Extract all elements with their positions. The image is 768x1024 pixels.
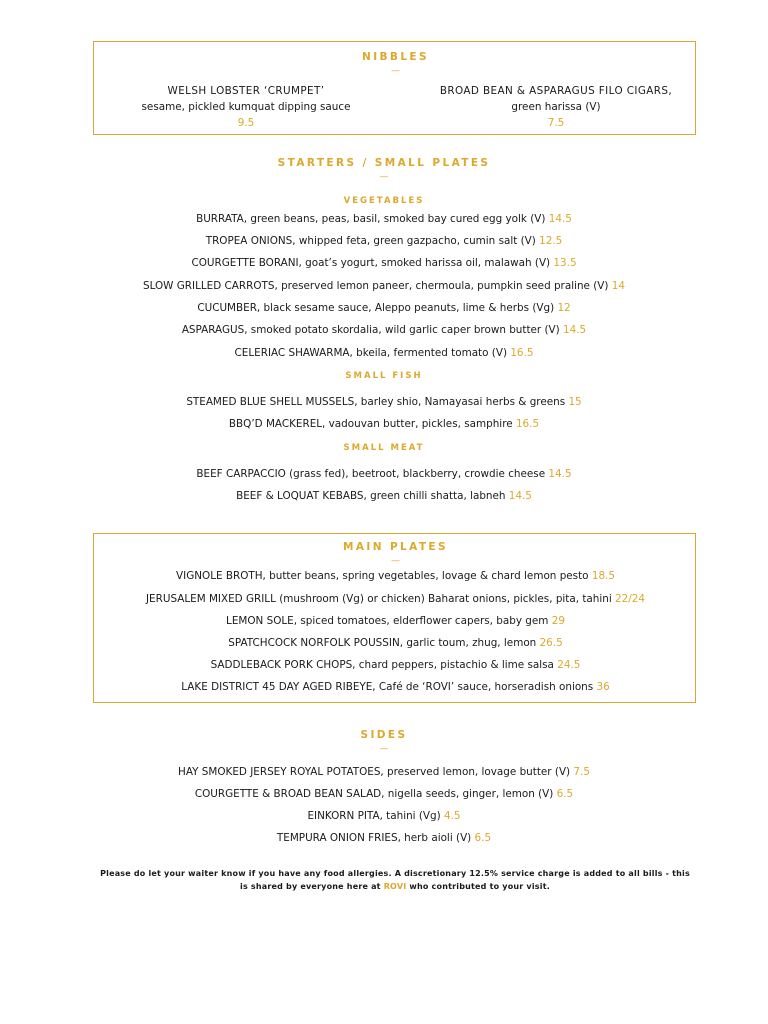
menu-item-cucumber: CUCUMBER, black sesame sauce, Aleppo peanuts, lime & herbs (Vg) 12: [197, 302, 571, 314]
menu-item-onion-fries: TEMPURA ONION FRIES, herb aioli (V) 6.5: [276, 832, 492, 844]
main-plates-divider: —: [391, 556, 400, 566]
main-plates-section: [93, 533, 696, 703]
item-price: 6.5: [556, 788, 574, 800]
small-meat-subheading: SMALL MEAT: [343, 443, 425, 453]
item-price: 18.5: [591, 570, 615, 582]
nibbles-section: [93, 41, 696, 135]
menu-item-courgette-salad: COURGETTE & BROAD BEAN SALAD, nigella seeds, ginger, lemon (V) 6.5: [194, 788, 574, 800]
menu-item-courgette-borani: COURGETTE BORANI, goat’s yogurt, smoked harissa oil, malawah (V) 13.5: [191, 257, 577, 269]
starters-divider: —: [379, 172, 389, 182]
menu-item-burrata: BURRATA, green beans, peas, basil, smoked bay cured egg yolk (V) 14.5: [196, 213, 572, 225]
item-price: 12.5: [539, 235, 563, 247]
nibble-item-filo-cigars: [416, 83, 696, 131]
item-price: 7.5: [573, 766, 590, 778]
item-price: 16.5: [510, 347, 534, 359]
footer-line-2: is shared by everyone here at ROVI who contributed to your visit.: [240, 882, 550, 891]
menu-item-mixed-grill: JERUSALEM MIXED GRILL (mushroom (Vg) or chicken) Baharat onions, pickles, pita, tahini 22/24: [145, 593, 645, 605]
item-price: 14.5: [548, 468, 572, 480]
main-plates-heading: MAIN PLATES: [343, 541, 448, 553]
menu-item-vignole-broth: VIGNOLE BROTH, butter beans, spring vegetables, lovage & chard lemon pesto 18.5: [176, 570, 615, 582]
nibbles-heading: NIBBLES: [362, 51, 429, 63]
menu-item-mackerel: BBQ’D MACKEREL, vadouvan butter, pickles, samphire 16.5: [228, 418, 540, 430]
menu-item-jersey-royals: HAY SMOKED JERSEY ROYAL POTATOES, preserved lemon, lovage butter (V) 7.5: [178, 766, 590, 778]
menu-item-grilled-carrots: SLOW GRILLED CARROTS, preserved lemon paneer, chermoula, pumpkin seed praline (V) 14: [142, 280, 626, 292]
menu-item-beef-kebabs: BEEF & LOQUAT KEBABS, green chilli shatta, labneh 14.5: [236, 490, 532, 502]
sides-heading: SIDES: [360, 729, 408, 741]
sides-divider: —: [379, 744, 389, 754]
menu-item-celeriac-shawarma: CELERIAC SHAWARMA, bkeila, fermented tomato (V) 16.5: [234, 347, 534, 359]
nibble-desc: sesame, pickled kumquat dipping sauce: [141, 101, 351, 113]
item-price: 22/24: [615, 593, 645, 605]
menu-item-pork-chops: SADDLEBACK PORK CHOPS, chard peppers, pistachio & lime salsa 24.5: [210, 659, 581, 671]
brand-name: ROVI: [383, 882, 407, 891]
item-price: 4.5: [443, 810, 461, 822]
item-price: 29: [551, 615, 565, 627]
menu-item-tropea-onions: TROPEA ONIONS, whipped feta, green gazpacho, cumin salt (V) 12.5: [205, 235, 563, 247]
item-price: 14.5: [508, 490, 532, 502]
item-price: 14.5: [548, 213, 572, 225]
small-fish-subheading: SMALL FISH: [345, 371, 423, 381]
nibble-price: 7.5: [547, 117, 565, 129]
menu-item-mussels: STEAMED BLUE SHELL MUSSELS, barley shio, Namayasai herbs & greens 15: [186, 396, 582, 408]
item-price: 12: [557, 302, 571, 314]
nibbles-divider: —: [391, 66, 400, 76]
item-price: 24.5: [557, 659, 581, 671]
menu-item-lemon-sole: LEMON SOLE, spiced tomatoes, elderflower capers, baby gem 29: [226, 615, 565, 627]
item-price: 36: [596, 681, 610, 693]
menu-item-ribeye: LAKE DISTRICT 45 DAY AGED RIBEYE, Café de ‘ROVI’ sauce, horseradish onions 36: [181, 681, 610, 693]
item-price: 14.5: [563, 324, 587, 336]
nibble-name: WELSH LOBSTER ‘CRUMPET’: [167, 85, 325, 97]
nibble-item-lobster: [106, 83, 386, 131]
item-price: 14: [611, 280, 626, 292]
nibble-price: 9.5: [237, 117, 255, 129]
nibble-name: BROAD BEAN & ASPARAGUS FILO CIGARS,: [439, 85, 673, 97]
item-price: 16.5: [515, 418, 540, 430]
footer-line-1: Please do let your waiter know if you have any food allergies. A discretionary 12.5% service charge is added to all bills - this: [100, 869, 690, 878]
starters-heading: STARTERS / SMALL PLATES: [277, 157, 491, 169]
item-price: 26.5: [539, 637, 563, 649]
item-price: 15: [568, 396, 582, 408]
allergy-service-note: [90, 867, 700, 893]
vegetables-subheading: VEGETABLES: [343, 196, 425, 206]
menu-item-einkorn-pita: EINKORN PITA, tahini (Vg) 4.5: [307, 810, 461, 822]
item-price: 13.5: [553, 257, 577, 269]
item-price: 6.5: [474, 832, 492, 844]
menu-item-beef-carpaccio: BEEF CARPACCIO (grass fed), beetroot, blackberry, crowdie cheese 14.5: [196, 468, 572, 480]
nibble-desc: green harissa (V): [511, 101, 601, 113]
menu-item-poussin: SPATCHCOCK NORFOLK POUSSIN, garlic toum, zhug, lemon 26.5: [228, 637, 563, 649]
menu-item-asparagus: ASPARAGUS, smoked potato skordalia, wild garlic caper brown butter (V) 14.5: [181, 324, 587, 336]
